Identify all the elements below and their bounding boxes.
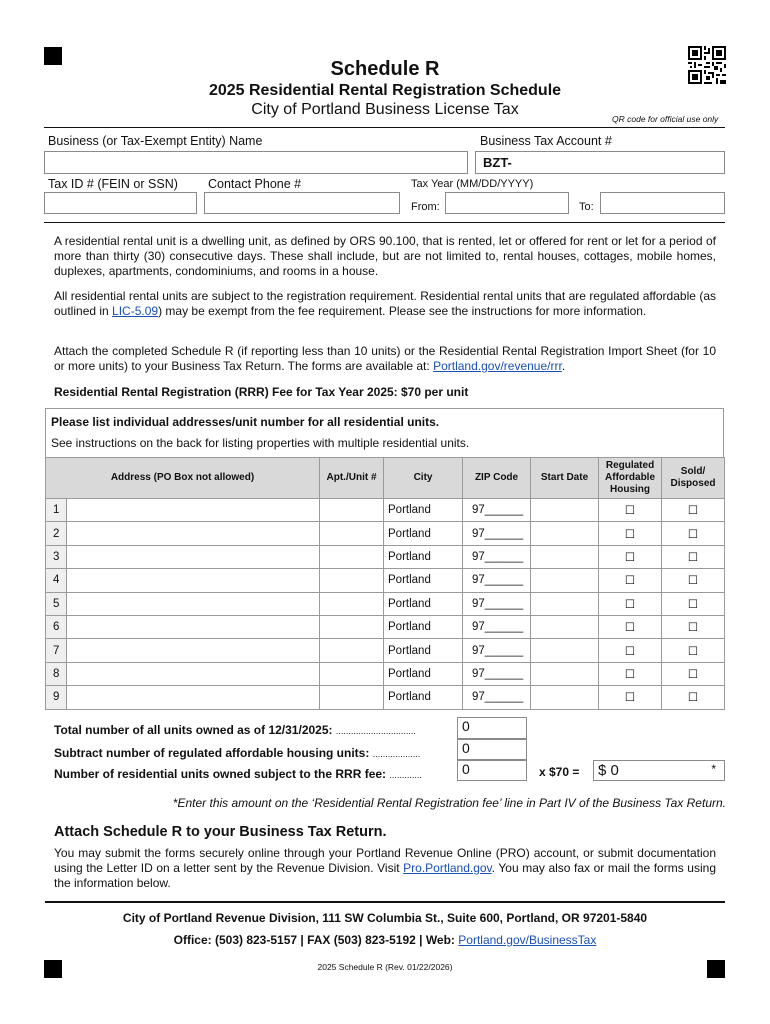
- phone-input[interactable]: [204, 192, 400, 214]
- total-units-input[interactable]: 0: [457, 717, 527, 739]
- city-cell[interactable]: Portland: [384, 686, 463, 709]
- account-label: Business Tax Account #: [480, 134, 612, 148]
- address-input[interactable]: [67, 662, 320, 685]
- apt-unit-input[interactable]: [320, 639, 384, 662]
- city-cell[interactable]: Portland: [384, 615, 463, 638]
- fee-total-input[interactable]: [593, 760, 725, 781]
- table-header-row: [46, 458, 725, 499]
- address-input[interactable]: [67, 639, 320, 662]
- col-address: Address (PO Box not allowed): [46, 458, 320, 499]
- form-revision: 2025 Schedule R (Rev. 01/22/2026): [317, 962, 453, 972]
- lic-509-link[interactable]: LIC-5.09: [112, 304, 159, 318]
- tax-id-input[interactable]: [44, 192, 197, 214]
- row-number: 2: [46, 522, 67, 545]
- page-title: Schedule R: [330, 58, 440, 80]
- col-zip: ZIP Code: [463, 458, 531, 499]
- page-subtitle-2: City of Portland Business License Tax: [251, 101, 519, 118]
- row-number: 9: [46, 686, 67, 709]
- fee-note: *Enter this amount on the ‘Residential Rental Registration fee’ line in Part IV of the Business Tax Return.: [172, 796, 726, 810]
- attach-body: You may submit the forms securely online through your Portland Revenue Online (PRO) account, or submit documentation using the Letter ID on a letter sent by the Revenue Division. Visit Pro.Portland.gov. You may also fax or mail the forms using the information below.: [54, 846, 716, 890]
- apt-unit-input[interactable]: [320, 662, 384, 685]
- from-label: From:: [411, 201, 440, 213]
- affordable-checkbox[interactable]: ☐: [599, 569, 662, 592]
- table-row: [46, 522, 725, 545]
- header-divider: [44, 127, 725, 128]
- apt-unit-input[interactable]: [320, 592, 384, 615]
- address-input[interactable]: [67, 545, 320, 568]
- affordable-checkbox[interactable]: ☐: [599, 522, 662, 545]
- zip-input[interactable]: 97______: [463, 639, 531, 662]
- sold-checkbox[interactable]: ☐: [662, 569, 725, 592]
- col-city: City: [384, 458, 463, 499]
- start-date-input[interactable]: [531, 545, 599, 568]
- tax-id-label: Tax ID # (FEIN or SSN): [48, 177, 178, 191]
- city-cell[interactable]: Portland: [384, 569, 463, 592]
- address-input[interactable]: [67, 686, 320, 709]
- attach-heading: Attach Schedule R to your Business Tax Return.: [54, 824, 387, 840]
- start-date-input[interactable]: [531, 499, 599, 522]
- account-prefix: BZT-: [483, 155, 512, 170]
- address-input[interactable]: [67, 615, 320, 638]
- apt-unit-input[interactable]: [320, 545, 384, 568]
- address-input[interactable]: [67, 592, 320, 615]
- start-date-input[interactable]: [531, 522, 599, 545]
- city-cell[interactable]: Portland: [384, 522, 463, 545]
- affordable-checkbox[interactable]: ☐: [599, 662, 662, 685]
- affordable-checkbox[interactable]: ☐: [599, 545, 662, 568]
- col-regulated-affordable: Regulated Affordable Housing: [599, 458, 662, 499]
- table-row: [46, 662, 725, 685]
- zip-input[interactable]: 97______: [463, 499, 531, 522]
- zip-input[interactable]: 97______: [463, 545, 531, 568]
- sold-checkbox[interactable]: ☐: [662, 686, 725, 709]
- instructions-paragraph-2: All residential rental units are subject to the registration requirement. Residential rental units that are regulated affordable (as outlined in LIC-5.09) may be exempt from the fee requirement. Please see the instructions for more information.: [54, 289, 716, 318]
- affordable-checkbox[interactable]: ☐: [599, 639, 662, 662]
- table-heading-box: [45, 408, 724, 458]
- phone-label: Contact Phone #: [208, 177, 302, 191]
- zip-input[interactable]: 97______: [463, 686, 531, 709]
- city-cell[interactable]: Portland: [384, 639, 463, 662]
- table-row: [46, 569, 725, 592]
- city-cell[interactable]: Portland: [384, 499, 463, 522]
- fee-multiplier: x $70 =: [539, 765, 580, 779]
- tax-year-label: Tax Year (MM/DD/YYYY): [411, 178, 534, 190]
- affordable-checkbox[interactable]: ☐: [599, 592, 662, 615]
- rental-units-table: [45, 457, 725, 710]
- sold-checkbox[interactable]: ☐: [662, 662, 725, 685]
- zip-input[interactable]: 97______: [463, 615, 531, 638]
- table-row: [46, 592, 725, 615]
- row-number: 1: [46, 499, 67, 522]
- row-number: 8: [46, 662, 67, 685]
- subtract-units-input[interactable]: 0: [457, 739, 527, 760]
- col-start-date: Start Date: [531, 458, 599, 499]
- address-input[interactable]: [67, 522, 320, 545]
- affordable-checkbox[interactable]: ☐: [599, 686, 662, 709]
- affordable-checkbox[interactable]: ☐: [599, 615, 662, 638]
- zip-input[interactable]: 97______: [463, 662, 531, 685]
- account-input[interactable]: [475, 151, 725, 174]
- rrr-forms-link[interactable]: Portland.gov/revenue/rrr: [433, 359, 562, 373]
- instructions-paragraph-3: Attach the completed Schedule R (if reporting less than 10 units) or the Residential Rental Registration Import Sheet (for 10 or more units) to your Business Tax Return. The forms are available at: Portland.gov/revenue/rrr.: [54, 344, 716, 373]
- fee-line: Residential Rental Registration (RRR) Fee for Tax Year 2025: $70 per unit: [54, 385, 469, 399]
- zip-input[interactable]: 97______: [463, 522, 531, 545]
- business-tax-link[interactable]: Portland.gov/BusinessTax: [458, 933, 597, 947]
- to-label: To:: [579, 201, 594, 213]
- footer-address: City of Portland Revenue Division, 111 SW Columbia St., Suite 600, Portland, OR 97201-5840: [122, 911, 648, 925]
- instructions-paragraph-1: A residential rental unit is a dwelling unit, as defined by ORS 90.100, that is rented, let or offered for rent or let for a period of more than thirty (30) consecutive days. These shall include, but are not limited to, rental houses, cottages, mobile homes, duplexes, apartments, condominiums, and rooms in a house.: [54, 234, 716, 278]
- apt-unit-input[interactable]: [320, 522, 384, 545]
- business-name-input[interactable]: [44, 151, 468, 174]
- table-subheading: See instructions on the back for listing properties with multiple residential units.: [51, 436, 470, 450]
- business-name-label: Business (or Tax-Exempt Entity) Name: [48, 134, 263, 148]
- city-cell[interactable]: Portland: [384, 592, 463, 615]
- row-number: 5: [46, 592, 67, 615]
- table-row: [46, 686, 725, 709]
- table-row: [46, 545, 725, 568]
- apt-unit-input[interactable]: [320, 569, 384, 592]
- sold-checkbox[interactable]: ☐: [662, 615, 725, 638]
- row-number: 4: [46, 569, 67, 592]
- start-date-input[interactable]: [531, 615, 599, 638]
- zip-input[interactable]: 97______: [463, 569, 531, 592]
- fee-total-value: $ 0: [598, 762, 619, 779]
- tax-year-to-input[interactable]: [600, 192, 725, 214]
- start-date-input[interactable]: [531, 569, 599, 592]
- apt-unit-input[interactable]: [320, 499, 384, 522]
- sold-checkbox[interactable]: ☐: [662, 639, 725, 662]
- tax-year-from-input[interactable]: [445, 192, 569, 214]
- fields-divider: [44, 222, 725, 223]
- subject-units-label: Number of residential units owned subject to the RRR fee: .............: [54, 767, 422, 781]
- fee-asterisk: *: [711, 762, 716, 776]
- row-number: 6: [46, 615, 67, 638]
- table-body: [46, 499, 725, 710]
- table-row: [46, 615, 725, 638]
- footer-divider: [45, 901, 725, 903]
- total-units-label: Total number of all units owned as of 12/31/2025: ................................: [54, 723, 416, 737]
- row-number: 3: [46, 545, 67, 568]
- col-sold-disposed: Sold/ Disposed: [662, 458, 725, 499]
- sold-checkbox[interactable]: ☐: [662, 499, 725, 522]
- table-row: [46, 639, 725, 662]
- affordable-checkbox[interactable]: ☐: [599, 499, 662, 522]
- apt-unit-input[interactable]: [320, 615, 384, 638]
- apt-unit-input[interactable]: [320, 686, 384, 709]
- footer-contact: Office: (503) 823-5157 | FAX (503) 823-5192 | Web: Portland.gov/BusinessTax: [173, 933, 597, 947]
- qr-note: QR code for official use only: [612, 114, 719, 124]
- table-heading: Please list individual addresses/unit number for all residential units.: [51, 415, 440, 429]
- city-cell[interactable]: Portland: [384, 662, 463, 685]
- subtract-units-label: Subtract number of regulated affordable housing units: ...................: [54, 746, 421, 760]
- page-subtitle: 2025 Residential Rental Registration Schedule: [208, 82, 562, 99]
- address-input[interactable]: [67, 499, 320, 522]
- start-date-input[interactable]: [531, 662, 599, 685]
- start-date-input[interactable]: [531, 639, 599, 662]
- row-number: 7: [46, 639, 67, 662]
- subject-units-input[interactable]: 0: [457, 760, 527, 781]
- address-input[interactable]: [67, 569, 320, 592]
- pro-portland-link[interactable]: Pro.Portland.gov: [403, 861, 492, 875]
- start-date-input[interactable]: [531, 686, 599, 709]
- start-date-input[interactable]: [531, 592, 599, 615]
- sold-checkbox[interactable]: ☐: [662, 522, 725, 545]
- sold-checkbox[interactable]: ☐: [662, 592, 725, 615]
- sold-checkbox[interactable]: ☐: [662, 545, 725, 568]
- table-row: [46, 499, 725, 522]
- zip-input[interactable]: 97______: [463, 592, 531, 615]
- city-cell[interactable]: Portland: [384, 545, 463, 568]
- col-apt-unit: Apt./Unit #: [320, 458, 384, 499]
